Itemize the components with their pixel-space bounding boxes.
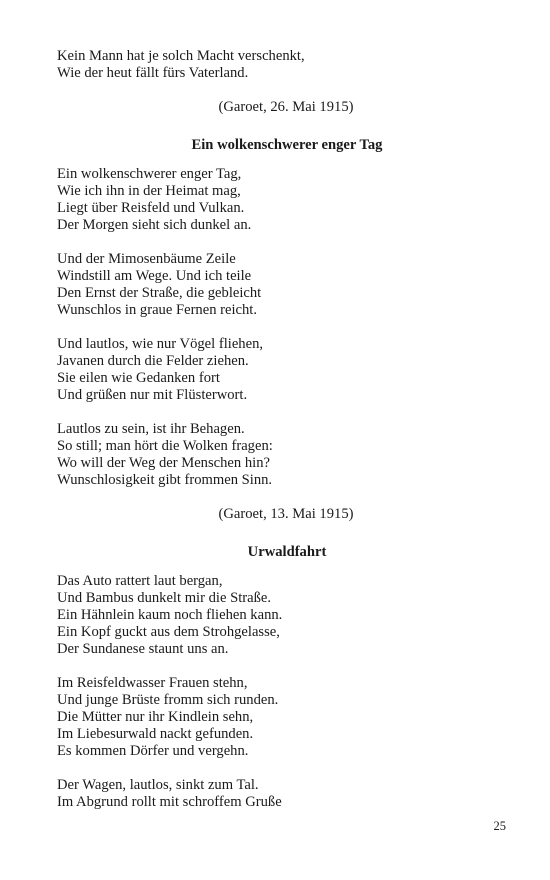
poem2-stanza-1	[57, 166, 507, 234]
verse-line: So still; man hört die Wolken fragen:	[57, 438, 273, 454]
verse-line: Der Sundanese staunt uns an.	[57, 641, 229, 657]
verse-line: Und junge Brüste fromm sich runden.	[57, 692, 279, 708]
verse-line: Ein wolkenschwerer enger Tag,	[57, 166, 242, 182]
verse-line: Ein Hähnlein kaum noch fliehen kann.	[57, 607, 283, 623]
verse-line: Lautlos zu sein, ist ihr Behagen.	[57, 421, 245, 437]
verse-line: Im Liebesurwald nackt gefunden.	[57, 726, 254, 742]
verse-line: Die Mütter nur ihr Kindlein sehn,	[57, 709, 254, 725]
poem1-dateline: (Garoet, 26. Mai 1915)	[218, 99, 354, 115]
verse-line: Im Reisfeldwasser Frauen stehn,	[57, 675, 248, 691]
verse-line: Das Auto rattert laut bergan,	[57, 573, 223, 589]
verse-line: Und Bambus dunkelt mir die Straße.	[57, 590, 272, 606]
verse-line: Den Ernst der Straße, die gebleicht	[57, 285, 262, 301]
verse-line: Der Wagen, lautlos, sinkt zum Tal.	[57, 777, 259, 793]
poem2-dateline: (Garoet, 13. Mai 1915)	[218, 506, 354, 522]
verse-line: Und grüßen nur mit Flüsterwort.	[57, 387, 248, 403]
poem3-stanza-2	[57, 675, 507, 760]
poem3-stanza-3	[57, 777, 507, 811]
poem2-stanza-3	[57, 336, 507, 404]
poem3-stanza-1	[57, 573, 507, 658]
verse-line: Windstill am Wege. Und ich teile	[57, 268, 252, 284]
verse-line: Sie eilen wie Gedanken fort	[57, 370, 220, 386]
verse-line: Es kommen Dörfer und vergehn.	[57, 743, 249, 759]
verse-line: Der Morgen sieht sich dunkel an.	[57, 217, 252, 233]
poem2-stanza-2	[57, 251, 507, 319]
verse-line: Kein Mann hat je solch Macht verschenkt,	[57, 48, 305, 64]
verse-line: Wie der heut fällt fürs Vaterland.	[57, 65, 249, 81]
verse-line: Wunschlosigkeit gibt frommen Sinn.	[57, 472, 273, 488]
verse-line: Wie ich ihn in der Heimat mag,	[57, 183, 241, 199]
verse-line: Ein Kopf guckt aus dem Strohgelasse,	[57, 624, 280, 640]
verse-line: Wo will der Weg der Menschen hin?	[57, 455, 270, 471]
book-page	[57, 48, 507, 811]
verse-line: Im Abgrund rollt mit schroffem Gruße	[57, 794, 282, 810]
verse-line: Javanen durch die Felder ziehen.	[57, 353, 249, 369]
verse-line: Liegt über Reisfeld und Vulkan.	[57, 200, 245, 216]
verse-line: Wunschlos in graue Fernen reicht.	[57, 302, 258, 318]
poem3-title: Urwaldfahrt	[247, 544, 327, 560]
verse-line: Und lautlos, wie nur Vögel fliehen,	[57, 336, 264, 352]
verse-line: Und der Mimosenbäume Zeile	[57, 251, 236, 267]
poem1-final-stanza	[57, 48, 507, 82]
poem2-stanza-4	[57, 421, 507, 489]
poem2-title: Ein wolkenschwerer enger Tag	[191, 137, 383, 153]
page-number: 25	[493, 819, 506, 833]
